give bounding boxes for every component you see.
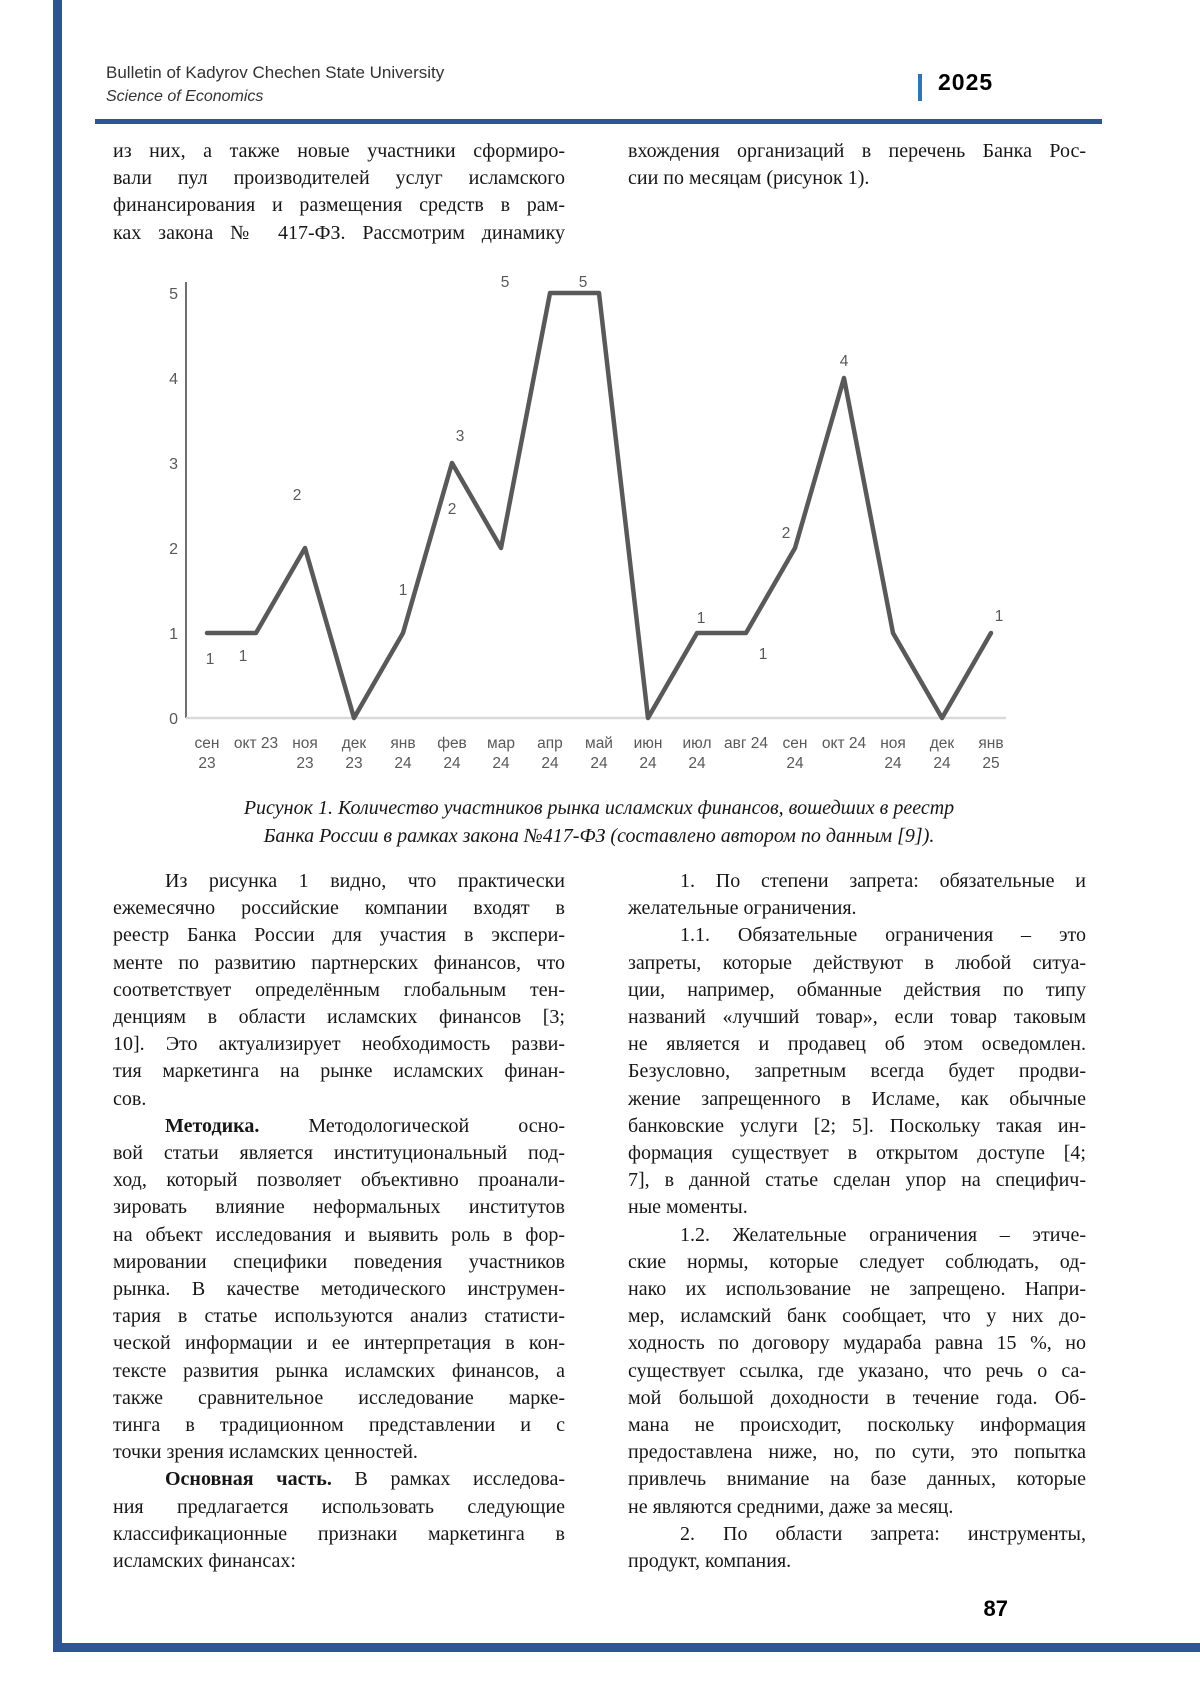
- text-line: денциям в области исламских финансов [3;: [113, 1006, 565, 1029]
- body-left-column: [113, 868, 565, 1575]
- text-line: тексте развития рынка исламских финансов, а: [113, 1359, 565, 1382]
- text-line: 1.2. Желательные ограничения – этиче-: [680, 1223, 1086, 1246]
- x-tick-label: дек: [341, 735, 367, 752]
- figure-caption: [113, 794, 1085, 850]
- text-line: менте по развитию партнерских финансов, что: [113, 951, 565, 974]
- x-tick-year: 25: [982, 755, 1000, 772]
- text-line: вой статьи является институциональный под-: [113, 1142, 565, 1165]
- text-line: Методика. Методологической осно-: [165, 1114, 565, 1137]
- x-tick-year: 24: [541, 755, 559, 772]
- text-line: нако их использование не запрещено. Напри-: [628, 1278, 1086, 1301]
- x-tick-label: сен: [782, 735, 808, 752]
- text-line: ния предлагается использовать следующие: [113, 1495, 565, 1518]
- data-label: 5: [578, 274, 588, 291]
- text-line: продукт, компания.: [628, 1550, 792, 1573]
- text-line: желательные ограничения.: [628, 897, 857, 920]
- text-line: вхождения организаций в перечень Банка Рос-: [628, 140, 1086, 162]
- x-tick-year: 24: [394, 755, 412, 772]
- y-tick-label: 2: [169, 541, 178, 558]
- journal-year: 2025: [938, 69, 994, 95]
- data-label: 1: [758, 646, 768, 663]
- series-line: [207, 293, 991, 718]
- text-line: банковские услуги [2; 5]. Поскольку такая ин-: [628, 1114, 1086, 1137]
- text-line: ках закона № 417-ФЗ. Рассмотрим динамику: [113, 221, 565, 244]
- text-line: жение запрещенного в Исламе, как обычные: [628, 1087, 1086, 1110]
- text-line: на объект исследования и выявить роль в фор-: [113, 1223, 565, 1246]
- x-tick-year: 24: [443, 755, 461, 772]
- x-tick-label: сен: [194, 735, 220, 752]
- x-tick-year: 23: [296, 755, 314, 772]
- header-rule: [95, 119, 1102, 124]
- text-line: классификационные признаки маркетинга в: [113, 1522, 565, 1545]
- x-tick-year: 24: [933, 755, 951, 772]
- text-line: исламских финансах:: [113, 1550, 296, 1573]
- text-line: ежемесячно российские компании входят в: [113, 897, 565, 920]
- text-line: точки зрения исламских ценностей.: [113, 1441, 418, 1464]
- figure-caption-line1: Рисунок 1. Количество участников рынка исламских финансов, вошедших в реестр: [243, 797, 955, 819]
- x-tick-label: май: [585, 735, 613, 752]
- text-line: 7], в данной статье сделан упор на специфич-: [628, 1169, 1086, 1192]
- bottom-border-rule: [53, 1643, 1200, 1652]
- data-label: 1: [994, 608, 1004, 625]
- x-tick-label: янв: [390, 735, 416, 752]
- x-tick-year: 24: [688, 755, 706, 772]
- journal-title: Bulletin of Kadyrov Chechen State University: [106, 63, 445, 82]
- page-number: 87: [983, 1596, 1008, 1621]
- x-tick-year: 23: [198, 755, 216, 772]
- text-line: вали пул производителей услуг исламского: [113, 167, 565, 190]
- text-line: ходность по договору мудараба равна 15 %, но: [628, 1332, 1086, 1355]
- text-line: ные моменты.: [628, 1196, 748, 1219]
- x-tick-label: окт 23: [233, 735, 279, 752]
- text-line: ход, который позволяет объективно проанали-: [113, 1169, 565, 1192]
- y-tick-label: 0: [169, 711, 178, 728]
- data-label: 2: [447, 501, 457, 518]
- body-right-column: [628, 868, 1086, 1575]
- text-line: тия маркетинга на рынке исламских финан-: [113, 1060, 565, 1083]
- text-line: привлечь внимание на базе данных, которые: [628, 1468, 1086, 1491]
- bold-lead: Основная часть.: [165, 1468, 332, 1491]
- data-label: 2: [292, 487, 302, 504]
- data-label: 4: [839, 353, 849, 370]
- intro-left-column: [113, 138, 565, 247]
- text-line: ческой информации и ее интерпретация в кон-: [113, 1332, 565, 1355]
- y-tick-label: 5: [169, 286, 178, 303]
- text-line: 2. По области запрета: инструменты,: [680, 1522, 1086, 1545]
- text-line: не являются средними, даже за месяц.: [628, 1495, 954, 1518]
- intro-right-column: [628, 138, 1086, 192]
- text-line: ции, например, обманные действия по типу: [628, 978, 1086, 1001]
- x-tick-year: 24: [492, 755, 510, 772]
- x-tick-year: 23: [345, 755, 363, 772]
- journal-subtitle: Science of Economics: [106, 88, 264, 105]
- data-label: 1: [238, 648, 248, 665]
- text-line: тария в статье используются анализ статисти-: [113, 1305, 565, 1328]
- x-tick-label: авг 24: [723, 735, 769, 752]
- text-line: 1. По степени запрета: обязательные и: [680, 870, 1086, 892]
- data-label: 1: [696, 610, 706, 627]
- x-tick-label: апр: [537, 735, 563, 752]
- y-tick-label: 3: [169, 456, 178, 473]
- x-tick-label: июн: [633, 735, 663, 752]
- text-line: мировании специфики поведения участников: [113, 1250, 565, 1273]
- text-line: мой большой доходности в течение года. Об-: [628, 1386, 1086, 1409]
- text-line: рынка. В качестве методического инструмен-: [113, 1278, 565, 1301]
- left-border-rule: [53, 0, 62, 1652]
- text-line: 10]. Это актуализирует необходимость разви-: [113, 1033, 565, 1056]
- figure-caption-line2: Банка России в рамках закона №417-ФЗ (составлено автором по данным [9]).: [263, 825, 935, 847]
- text-line: соответствует определённым глобальным тен-: [113, 978, 565, 1001]
- x-tick-label: янв: [978, 735, 1004, 752]
- text-line: из них, а также новые участники сформиро-: [113, 140, 565, 162]
- x-tick-label: июл: [682, 735, 712, 752]
- x-tick-label: ноя: [880, 735, 906, 752]
- text-line: названий «лучший товар», если товар таковым: [628, 1006, 1086, 1029]
- x-tick-label: ноя: [292, 735, 318, 752]
- x-tick-label: фев: [437, 735, 467, 752]
- text-line: предоставлена ниже, но, по сути, это попытка: [628, 1441, 1086, 1464]
- text-line: ские нормы, которые следует соблюдать, од-: [628, 1250, 1086, 1273]
- y-tick-label: 4: [169, 371, 178, 388]
- text-line: Безусловно, запретным всегда будет продви-: [628, 1060, 1086, 1083]
- text-line: сов.: [113, 1087, 147, 1110]
- text-line: Основная часть. В рамках исследова-: [165, 1468, 565, 1491]
- figure-1-line-chart: [150, 262, 1010, 774]
- data-label: 5: [500, 274, 510, 291]
- text-line: мер, исламский банк сообщает, что у них до-: [628, 1305, 1086, 1328]
- text-line: 1.1. Обязательные ограничения – это: [680, 924, 1086, 947]
- text-line: мана не происходит, поскольку информация: [628, 1414, 1086, 1437]
- text-line: зировать влияние неформальных институтов: [113, 1196, 565, 1219]
- text-line: также сравнительное исследование марке-: [113, 1386, 565, 1409]
- x-tick-year: 24: [590, 755, 608, 772]
- text-line: сии по месяцам (рисунок 1).: [628, 167, 870, 190]
- x-tick-label: окт 24: [821, 735, 867, 752]
- year-divider-bar: [918, 74, 922, 101]
- x-tick-year: 24: [639, 755, 657, 772]
- text-line: финансирования и размещения средств в рам-: [113, 194, 565, 217]
- text-line: существует ссылка, где указано, что речь о са-: [628, 1359, 1086, 1382]
- text-line: тинга в традиционном представлении и с: [113, 1414, 565, 1437]
- text-line: запреты, которые действуют в любой ситуа-: [628, 951, 1086, 974]
- data-label: 2: [781, 525, 791, 542]
- text-line: формация существует в открытом доступе [4;: [628, 1142, 1086, 1165]
- text-line: не является и продавец об этом осведомлен.: [628, 1033, 1086, 1056]
- data-label: 1: [398, 582, 408, 599]
- data-label: 1: [205, 651, 215, 668]
- x-tick-year: 24: [884, 755, 902, 772]
- bold-lead: Методика.: [165, 1114, 260, 1137]
- x-tick-year: 24: [786, 755, 804, 772]
- x-tick-label: дек: [929, 735, 955, 752]
- data-label: 3: [455, 428, 465, 445]
- text-line: реестр Банка России для участия в экспери-: [113, 924, 565, 947]
- x-tick-label: мар: [487, 735, 515, 752]
- y-tick-label: 1: [169, 626, 178, 643]
- chart-svg: [150, 262, 1010, 774]
- text-line: Из рисунка 1 видно, что практически: [165, 870, 565, 892]
